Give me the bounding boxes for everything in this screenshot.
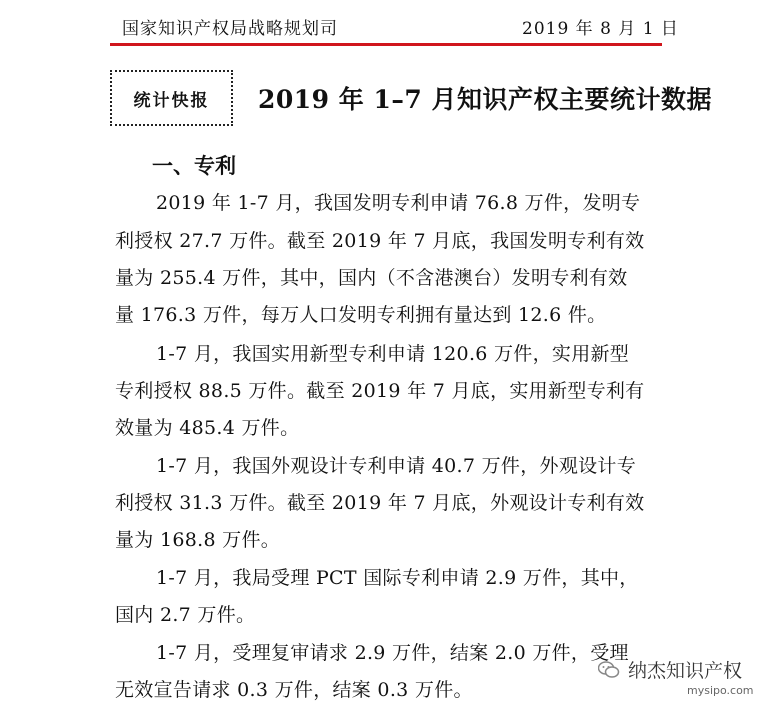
body-line: 利授权 31.3 万件。截至 2019 年 7 月底，外观设计专利有效	[115, 492, 645, 514]
stat-bulletin-badge: 统计快报	[110, 70, 233, 126]
document-header	[0, 0, 773, 52]
header-date: 2019 年 8 月 1 日	[522, 19, 679, 39]
body-line: 2019 年 1-7 月，我国发明专利申请 76.8 万件，发明专	[156, 192, 641, 214]
document-title: 2019 年 1–7 月知识产权主要统计数据	[258, 85, 712, 114]
watermark-name: 纳杰知识产权	[628, 660, 743, 682]
body-line: 量 176.3 万件，每万人口发明专利拥有量达到 12.6 件。	[115, 304, 607, 326]
body-line: 1-7 月，我国实用新型专利申请 120.6 万件，实用新型	[156, 343, 630, 365]
header-organization: 国家知识产权局战略规划司	[122, 19, 338, 39]
body-line: 无效宣告请求 0.3 万件，结案 0.3 万件。	[115, 679, 473, 701]
body-line: 量为 255.4 万件，其中，国内（不含港澳台）发明专利有效	[115, 267, 628, 289]
body-line: 量为 168.8 万件。	[115, 529, 281, 551]
body-line: 利授权 27.7 万件。截至 2019 年 7 月底，我国发明专利有效	[115, 230, 645, 252]
body-line: 1-7 月，我国外观设计专利申请 40.7 万件，外观设计专	[156, 455, 637, 477]
header-red-rule	[110, 43, 662, 46]
body-line: 1-7 月，我局受理 PCT 国际专利申请 2.9 万件，其中，	[156, 567, 639, 589]
body-line: 国内 2.7 万件。	[115, 604, 256, 626]
section-heading: 一、专利	[152, 154, 236, 178]
body-line: 1-7 月，受理复审请求 2.9 万件，结案 2.0 万件，受理	[156, 642, 629, 664]
body-line: 专利授权 88.5 万件。截至 2019 年 7 月底，实用新型专利有	[115, 380, 645, 402]
watermark	[598, 656, 742, 683]
watermark-url: mysipo.com	[687, 684, 754, 697]
body-line: 效量为 485.4 万件。	[115, 417, 300, 439]
wechat-icon	[598, 661, 620, 679]
